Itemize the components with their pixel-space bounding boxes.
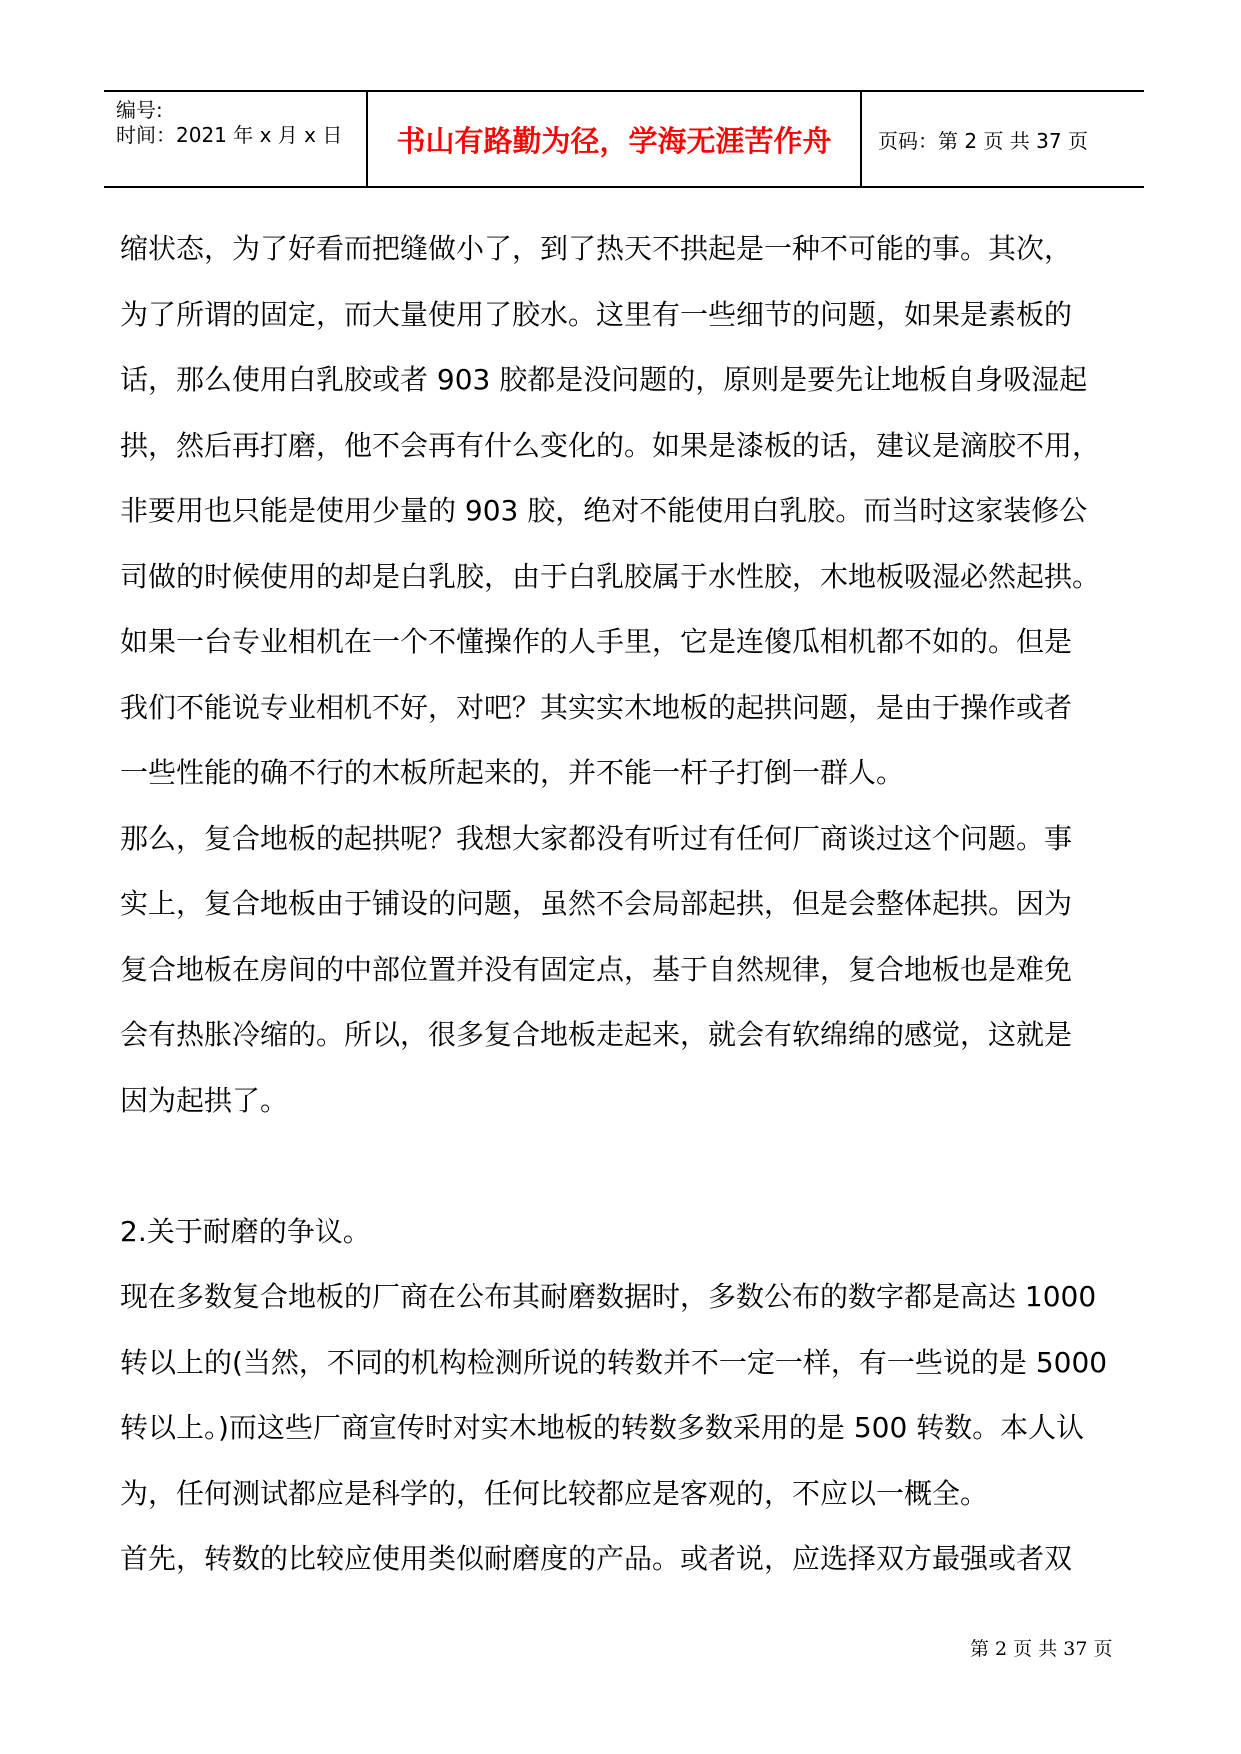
body-line: 为了所谓的固定，而大量使用了胶水。这里有一些细节的问题，如果是素板的 bbox=[120, 297, 1073, 331]
body-line: 2.关于耐磨的争议。 bbox=[120, 1214, 371, 1248]
body-line: 转以上。)而这些厂商宣传时对实木地板的转数多数采用的是 500 转数。本人认 bbox=[120, 1411, 1085, 1444]
body-line: 首先，转数的比较应使用类似耐磨度的产品。或者说，应选择双方最强或者双 bbox=[120, 1542, 1073, 1575]
header-motto: 书山有路勤为径，学海无涯苦作舟 bbox=[396, 123, 832, 158]
body-line: 为，任何测试都应是科学的，任何比较都应是客观的，不应以一概全。 bbox=[120, 1476, 989, 1510]
body-line: 那么，复合地板的起拱呢？我想大家都没有听过有任何厂商谈过这个问题。事 bbox=[120, 821, 1073, 855]
body-line: 转以上的(当然，不同的机构检测所说的转数并不一定一样，有一些说的是 5000 bbox=[120, 1345, 1108, 1379]
body-line: 缩状态，为了好看而把缝做小了，到了热天不拱起是一种不可能的事。其次， bbox=[120, 232, 1073, 265]
body-line: 实上，复合地板由于铺设的问题，虽然不会局部起拱，但是会整体起拱。因为 bbox=[120, 887, 1073, 920]
body-line: 拱，然后再打磨，他不会再有什么变化的。如果是漆板的话，建议是滴胶不用， bbox=[120, 428, 1101, 462]
header-meta bbox=[116, 92, 371, 186]
document-number-label: 编号: bbox=[116, 98, 163, 122]
blank-line bbox=[120, 1133, 1150, 1199]
page-header bbox=[104, 90, 1144, 188]
body-line: 非要用也只能是使用少量的 903 胶，绝对不能使用白乳胶。而当时这家装修公 bbox=[120, 494, 1088, 527]
body-line: 会有热胀冷缩的。所以，很多复合地板走起来，就会有软绵绵的感觉，这就是 bbox=[120, 1018, 1073, 1051]
body-line: 因为起拱了。 bbox=[120, 1083, 289, 1117]
body-line: 复合地板在房间的中部位置并没有固定点，基于自然规律，复合地板也是难免 bbox=[120, 952, 1073, 986]
body-line: 一些性能的确不行的木板所起来的，并不能一杆子打倒一群人。 bbox=[120, 756, 905, 789]
document-body bbox=[120, 216, 1150, 1592]
body-line: 如果一台专业相机在一个不懂操作的人手里，它是连傻瓜相机都不如的。但是 bbox=[120, 625, 1073, 658]
page-footer: 第 2 页 共 37 页 bbox=[970, 1638, 1113, 1660]
body-line: 我们不能说专业相机不好，对吧？其实实木地板的起拱问题，是由于操作或者 bbox=[120, 690, 1073, 724]
header-page-indicator: 页码：第 2 页 共 37 页 bbox=[878, 128, 1088, 153]
body-line: 现在多数复合地板的厂商在公布其耐磨数据时，多数公布的数字都是高达 1000 bbox=[120, 1280, 1097, 1313]
body-line: 话，那么使用白乳胶或者 903 胶都是没问题的，原则是要先让地板自身吸湿起 bbox=[120, 363, 1088, 396]
body-line: 司做的时候使用的却是白乳胶，由于白乳胶属于水性胶，木地板吸湿必然起拱。 bbox=[120, 559, 1101, 593]
document-time-label: 时间：2021 年 x 月 x 日 bbox=[116, 123, 343, 147]
header-divider-right bbox=[860, 92, 862, 186]
